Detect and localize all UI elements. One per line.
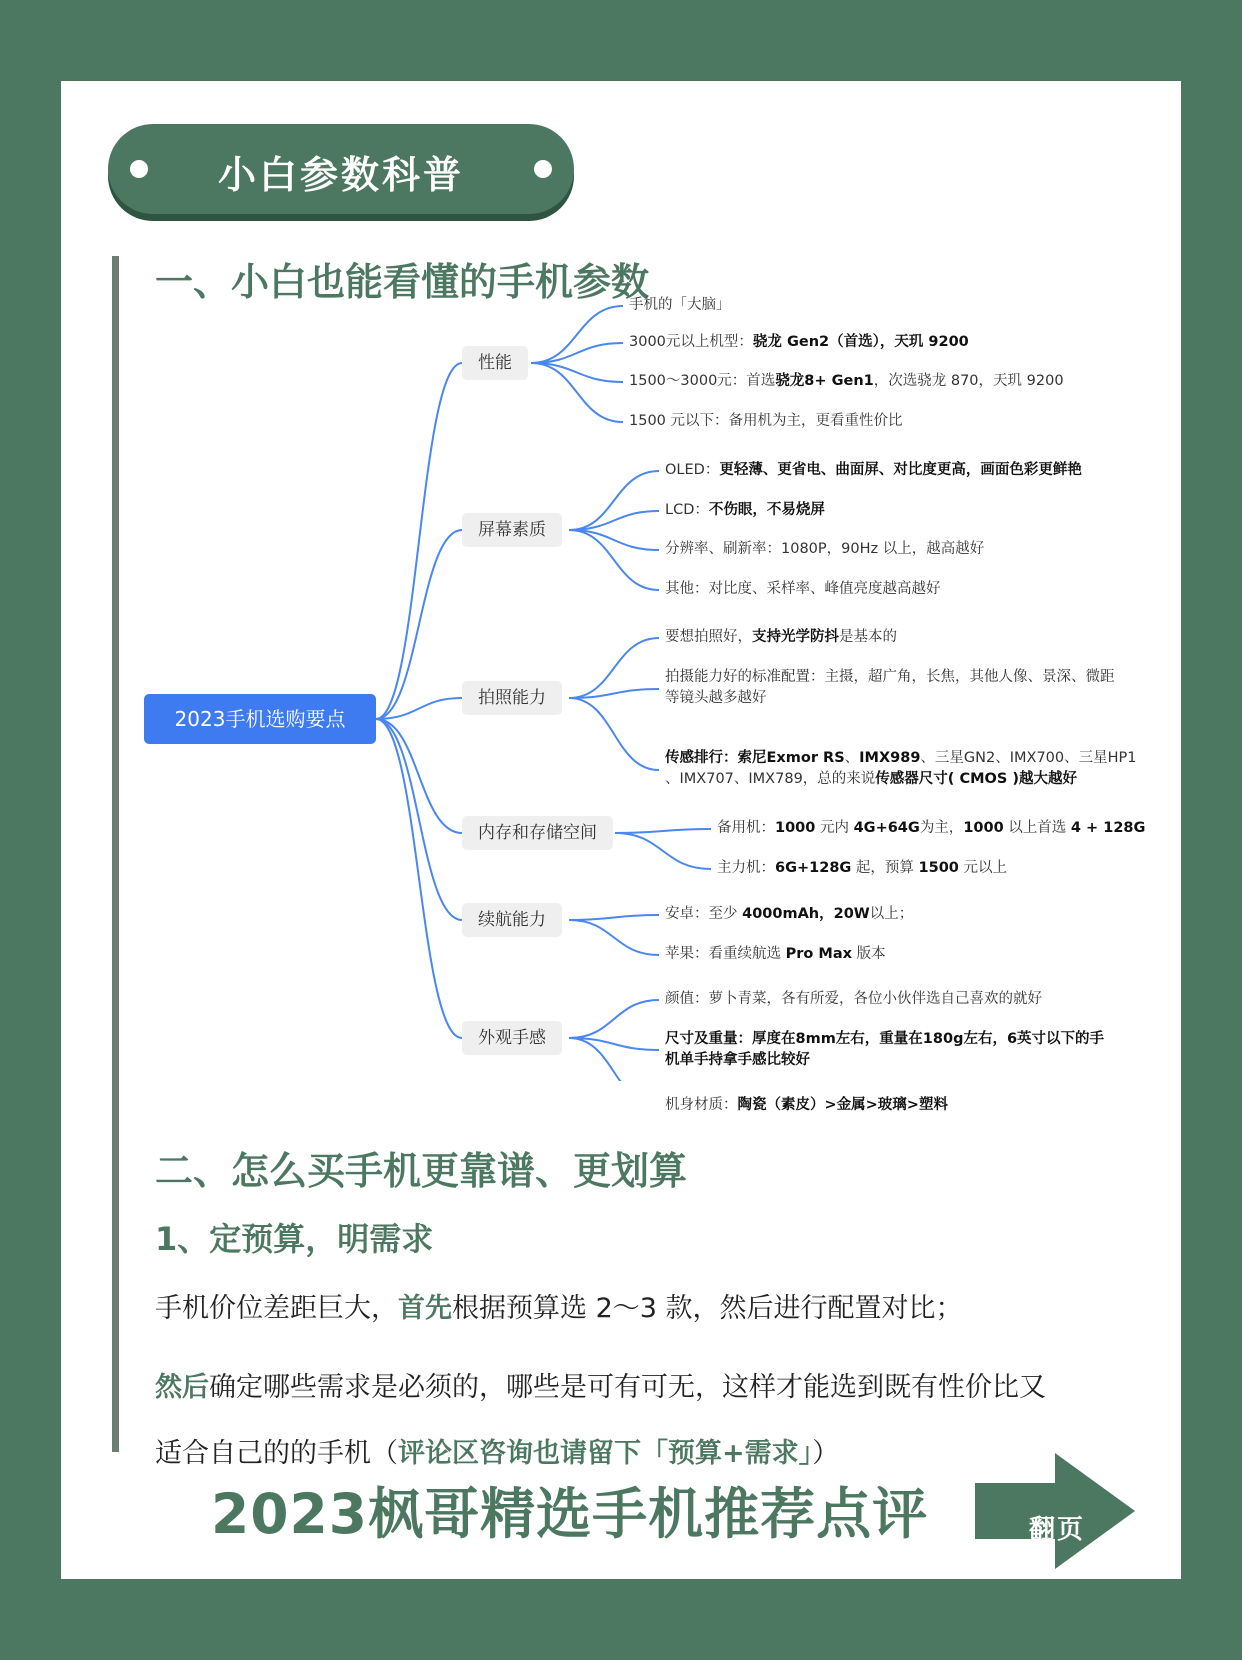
connector-line [615, 829, 711, 833]
leaf-performance-3: 1500～3000元：首选骁龙8+ Gen1，次选骁龙 870，天玑 9200 [629, 373, 1064, 389]
leaf-camera-1: 要想拍照好，支持光学防抖是基本的 [665, 629, 897, 645]
connector-line [569, 1000, 659, 1038]
leaf-battery-1: 安卓：至少 4000mAh，20W以上； [665, 906, 914, 922]
section2-title: 二、怎么买手机更靠谱、更划算 [155, 1149, 688, 1193]
leaf-screen-3: 分辨率、刷新率：1080P，90Hz 以上，越高越好 [665, 541, 985, 557]
leaf-camera-3: 传感排行：索尼Exmor RS、IMX989、三星GN2、IMX700、三星HP1 、IMX707、IMX789，总的来说传感器尺寸( CMOS )越大越好 [665, 750, 1137, 787]
leaf-design-1: 颜值：萝卜青菜，各有所爱，各位小伙伴选自己喜欢的就好 [665, 991, 1042, 1007]
branch-storage: 内存和存储空间 [462, 816, 613, 850]
connector-line [569, 689, 659, 698]
leaf-storage-1: 备用机：1000 元内 4G+64G为主，1000 以上首选 4 + 128G [717, 820, 1146, 836]
content-card [61, 81, 1181, 1579]
connector-line [531, 306, 623, 363]
leaf-screen-1: OLED：更轻薄、更省电、曲面屏、对比度更高，画面色彩更鲜艳 [665, 462, 1082, 478]
leaf-storage-2: 主力机：6G+128G 起，预算 1500 元以上 [717, 860, 1007, 876]
branch-design: 外观手感 [462, 1021, 562, 1055]
leaf-screen-4: 其他：对比度、采样率、峰值亮度越高越好 [665, 581, 941, 597]
next-page-button[interactable]: 翻页 [1029, 1515, 1086, 1545]
leaf-performance-1: 手机的「大脑」 [629, 297, 731, 313]
section2-subtitle: 1、定预算，明需求 [155, 1220, 434, 1258]
leaf-camera-2: 拍摄能力好的标准配置：主摄，超广角，长焦，其他人像、景深、微距 等镜头越多越好 [665, 669, 1115, 706]
branch-performance: 性能 [462, 346, 528, 380]
branch-battery: 续航能力 [462, 903, 562, 937]
connector-line [569, 920, 659, 955]
footer-title: 2023枫哥精选手机推荐点评 [211, 1482, 929, 1546]
connector-line [569, 915, 659, 920]
connector-line [376, 530, 462, 719]
badge-title: 小白参数科普 [217, 153, 464, 197]
connector-line [376, 363, 462, 719]
leaf-design-2: 尺寸及重量：厚度在8mm左右，重量在180g左右，6英寸以下的手 机单手持拿手感比较好 [665, 1031, 1105, 1068]
paragraph-needs-cont: 适合自己的的手机（评论区咨询也请留下「预算+需求」） [155, 1438, 840, 1469]
connector-line [376, 719, 462, 1038]
leaf-performance-4: 1500 元以下：备用机为主，更看重性价比 [629, 413, 903, 429]
paragraph-budget: 手机价位差距巨大，首先根据预算选 2～3 款，然后进行配置对比； [155, 1293, 963, 1324]
connector-line [569, 698, 659, 770]
mind-map-root: 2023手机选购要点 [144, 694, 376, 744]
branch-screen: 屏幕素质 [462, 513, 562, 547]
connector-line [615, 833, 711, 869]
leaf-battery-2: 苹果：看重续航选 Pro Max 版本 [665, 946, 886, 962]
section1-title: 一、小白也能看懂的手机参数 [155, 260, 650, 304]
connector-line [376, 719, 462, 920]
paragraph-needs: 然后确定哪些需求是必须的，哪些是可有可无，这样才能选到既有性价比又 [155, 1372, 1046, 1403]
leaf-design-3: 机身材质：陶瓷（素皮）>金属>玻璃>塑料 [665, 1097, 948, 1113]
branch-camera: 拍照能力 [462, 681, 562, 715]
leaf-screen-2: LCD：不伤眼，不易烧屏 [665, 502, 825, 518]
mind-map-connectors [61, 81, 1181, 1081]
leaf-performance-2: 3000元以上机型：骁龙 Gen2（首选），天玑 9200 [629, 334, 969, 350]
